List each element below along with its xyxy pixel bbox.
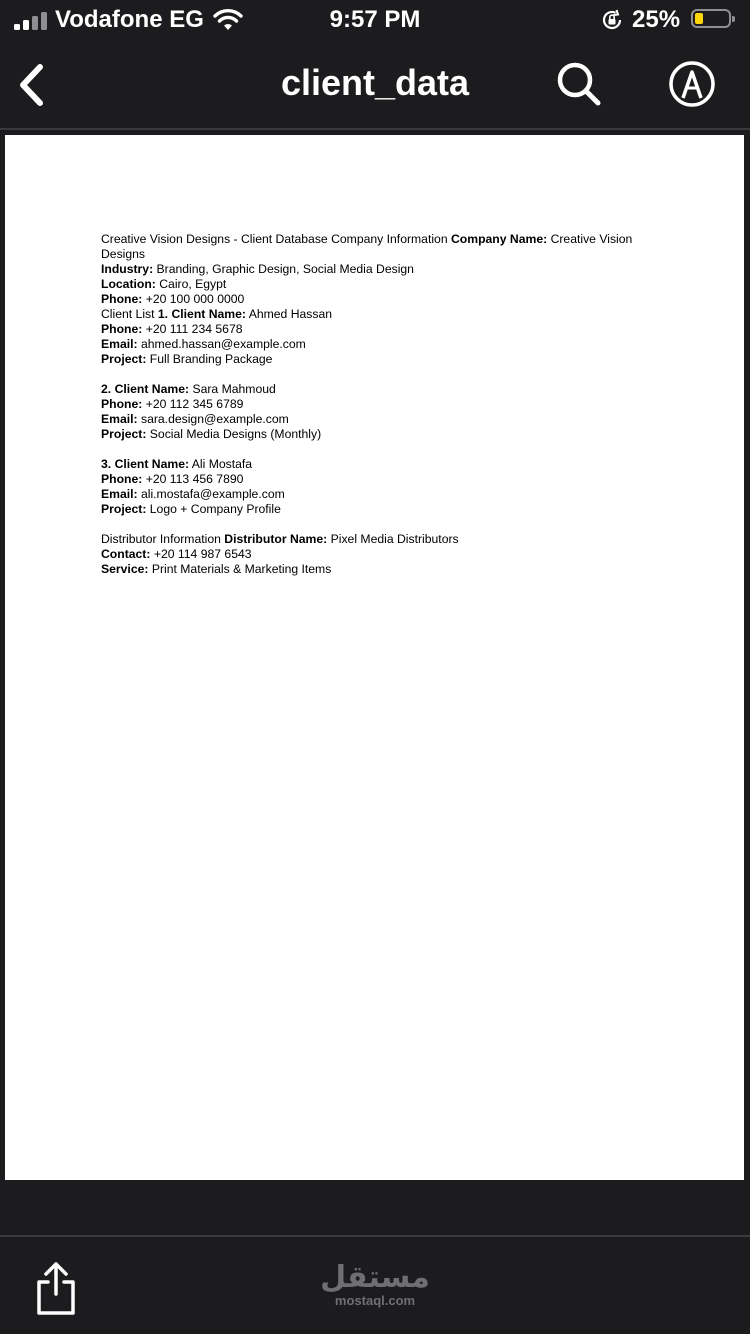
document-page[interactable] xyxy=(5,135,744,1180)
distributor-section-label: Distributor Information xyxy=(101,532,221,546)
client-name-value: Ali Mostafa xyxy=(191,457,253,471)
project-label: Project: xyxy=(101,427,147,441)
company-name-value: Creative Vision Designs xyxy=(101,232,636,261)
industry-value: Branding, Graphic Design, Social Media Design xyxy=(156,262,414,276)
client-name-value: Sara Mahmoud xyxy=(192,382,276,396)
client-phone-value: +20 112 345 6789 xyxy=(145,397,244,411)
client-3-email-line xyxy=(101,487,661,502)
share-icon[interactable] xyxy=(33,1260,79,1316)
distributor-name-line xyxy=(101,532,661,547)
watermark-arabic: مستقل xyxy=(320,1260,430,1295)
client-2-email-line xyxy=(101,412,661,427)
client-number: 3. xyxy=(101,457,112,471)
client-1-name-line xyxy=(101,307,661,322)
doc-header xyxy=(101,232,661,262)
client-project-value: Social Media Designs (Monthly) xyxy=(149,427,322,441)
location-label: Location: xyxy=(101,277,156,291)
phone-label: Phone: xyxy=(101,397,143,411)
industry-line xyxy=(101,262,661,277)
industry-label: Industry: xyxy=(101,262,154,276)
battery-level xyxy=(695,13,703,24)
distributor-contact-value: +20 114 987 6543 xyxy=(153,547,252,561)
client-1-phone-line xyxy=(101,322,661,337)
contact-label: Contact: xyxy=(101,547,151,561)
distributor-name-label: Distributor Name: xyxy=(224,532,328,546)
status-bar xyxy=(0,0,750,40)
location-line xyxy=(101,277,661,292)
distributor-service-value: Print Materials & Marketing Items xyxy=(151,562,332,576)
watermark xyxy=(300,1262,450,1308)
battery-percentage: 25% xyxy=(632,6,681,33)
client-list-label: Client List xyxy=(101,307,155,321)
search-icon[interactable] xyxy=(555,60,603,108)
email-label: Email: xyxy=(101,337,138,351)
client-name-value: Ahmed Hassan xyxy=(248,307,333,321)
client-number: 2. xyxy=(101,382,112,396)
status-time: 9:57 PM xyxy=(329,6,421,33)
client-3-project-line xyxy=(101,502,661,517)
orientation-lock-icon xyxy=(601,9,623,31)
client-email-value: ali.mostafa@example.com xyxy=(140,487,285,501)
project-label: Project: xyxy=(101,352,147,366)
client-project-value: Full Branding Package xyxy=(149,352,273,366)
document-title: client_data xyxy=(280,62,470,103)
divider xyxy=(0,1235,750,1237)
phone-label: Phone: xyxy=(101,472,143,486)
divider xyxy=(0,128,750,130)
client-email-value: sara.design@example.com xyxy=(140,412,289,426)
document-content xyxy=(101,232,661,577)
client-2-name-line xyxy=(101,382,661,397)
phone-label: Phone: xyxy=(101,322,143,336)
client-name-label: Client Name: xyxy=(171,307,246,321)
markup-icon[interactable] xyxy=(668,60,716,108)
client-2-project-line xyxy=(101,427,661,442)
distributor-name-value: Pixel Media Distributors xyxy=(330,532,459,546)
client-phone-value: +20 111 234 5678 xyxy=(145,322,243,336)
service-label: Service: xyxy=(101,562,149,576)
client-number: 1. xyxy=(157,307,169,321)
client-1-email-line xyxy=(101,337,661,352)
location-value: Cairo, Egypt xyxy=(159,277,227,291)
client-2-phone-line xyxy=(101,397,661,412)
carrier-name: Vodafone EG xyxy=(55,6,204,33)
client-1-project-line xyxy=(101,352,661,367)
watermark-latin: mostaql.com xyxy=(334,1293,416,1308)
battery-icon xyxy=(691,9,731,28)
navigation-bar xyxy=(0,40,750,128)
client-3-name-line xyxy=(101,457,661,472)
client-3-phone-line xyxy=(101,472,661,487)
doc-heading-text: Creative Vision Designs - Client Database Company Information xyxy=(101,232,448,246)
client-project-value: Logo + Company Profile xyxy=(149,502,281,516)
client-name-label: Client Name: xyxy=(114,457,190,471)
company-name-label: Company Name: xyxy=(451,232,548,246)
project-label: Project: xyxy=(101,502,147,516)
distributor-contact-line xyxy=(101,547,661,562)
distributor-service-line xyxy=(101,562,661,577)
email-label: Email: xyxy=(101,487,138,501)
phone-label: Phone: xyxy=(101,292,143,306)
company-phone-value: +20 100 000 0000 xyxy=(145,292,245,306)
client-name-label: Client Name: xyxy=(114,382,190,396)
client-email-value: ahmed.hassan@example.com xyxy=(140,337,306,351)
email-label: Email: xyxy=(101,412,138,426)
client-phone-value: +20 113 456 7890 xyxy=(145,472,244,486)
company-phone-line xyxy=(101,292,661,307)
